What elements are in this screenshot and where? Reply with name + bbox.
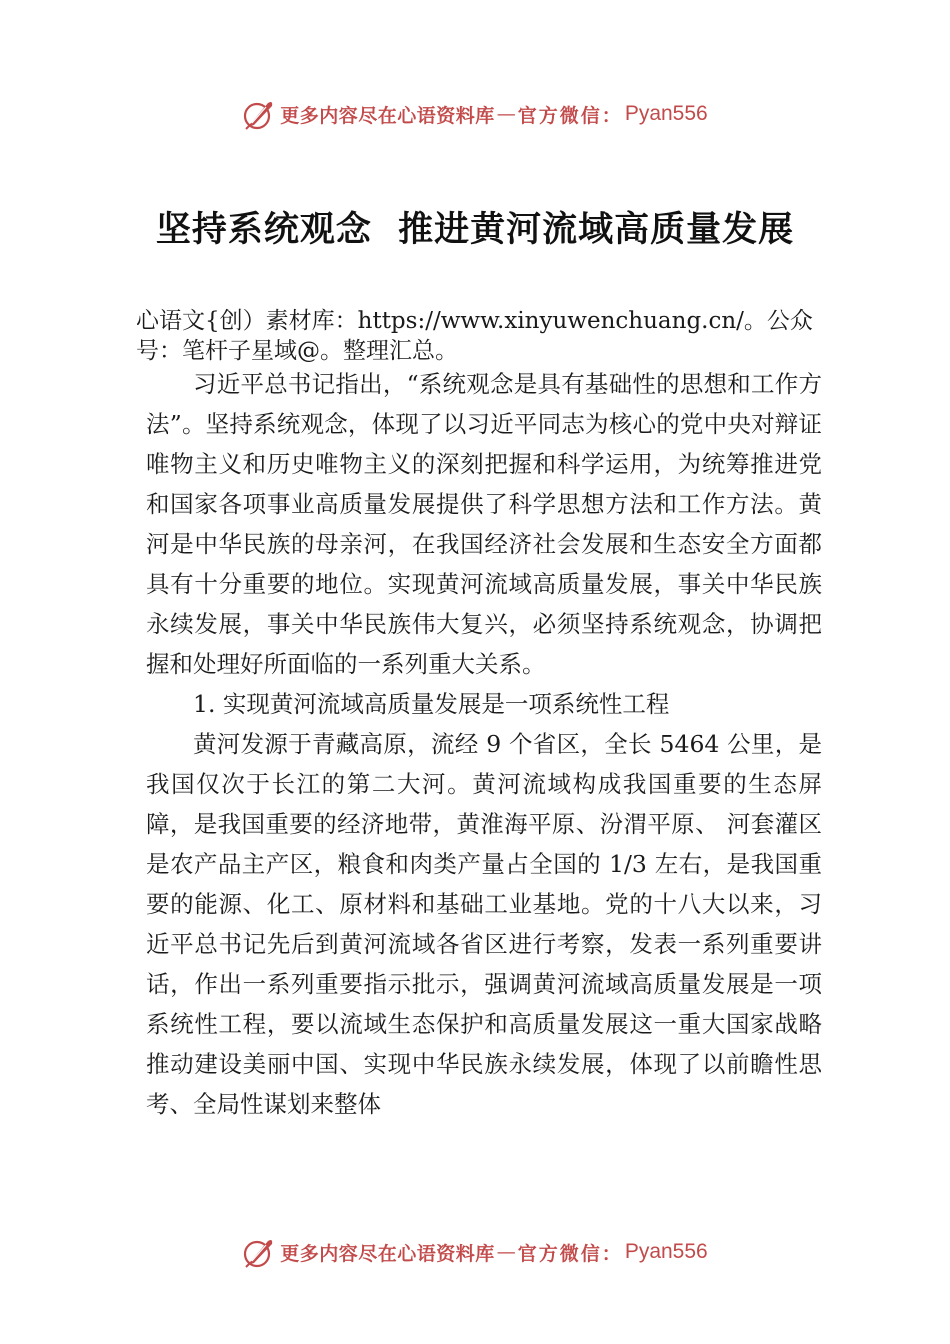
banner-text: 更多内容尽在心语资料库 [280, 104, 495, 127]
banner-text: 更多内容尽在心语资料库 [280, 1242, 495, 1265]
paragraph-intro: 习近平总书记指出，“系统观念是具有基础性的思想和工作方法”。坚持系统观念，体现了以习近平同志为核心的党中央对辩证唯物主义和历史唯物主义的深刻把握和科学运用，为统筹推进党和国家各项事业高质量发展提供了科学思想方法和工作方法。黄河是中华民族的母亲河，在我国经济社会发展和生态安全方面都具有十分重要的地位。实现黄河流域高质量发展，事关中华民族永续发展，事关中华民族伟大复兴，必须坚持系统观念，协调把握和处理好所面临的一系列重大关系。 [146, 370, 822, 678]
banner-wechat-label: 官方微信： [517, 104, 623, 127]
banner-wechat-id: Pyan556 [624, 102, 708, 125]
banner-dash: — [496, 1241, 516, 1263]
paragraph-section-1: 黄河发源于青藏高原，流经 9 个省区，全长 5464 公里，是我国仅次于长江的第二大河。黄河流域构成我国重要的生态屏障，是我国重要的经济地带，黄淮海平原、汾渭平原、 河套灌区是农产品主产区，粮食和肉类产量占全国的 1/3 左右，是我国重要的能源、化工、原材料和基础工业基地。党的十八大以来，习近平总书记先后到黄河流域各省区进行考察，发表一系列重要讲话，作出一系列重要指示批示，强调黄河流域高质量发展是一项系统性工程，要以流域生态保护和高质量发展这一重大国家战略推动建设美丽中国、实现中华民族永续发展，体现了以前瞻性思考、全局性谋划来整体 [146, 730, 822, 1118]
source-line: 心语文{创）素材库：https://www.xinyuwenchuang.cn/。公众号：笔杆子星域@。整理汇总。 [136, 308, 813, 364]
document-body [146, 364, 822, 1124]
banner-wechat-id: Pyan556 [624, 1240, 708, 1263]
quill-pen-logo-icon [242, 1235, 276, 1269]
banner-wechat-label: 官方微信： [517, 1242, 623, 1265]
header-banner [0, 94, 950, 134]
quill-pen-logo-icon [242, 97, 276, 131]
banner-dash: — [496, 103, 516, 125]
section-heading-1: 1. 实现黄河流域高质量发展是一项系统性工程 [193, 690, 670, 718]
document-title: 坚持系统观念 推进黄河流域高质量发展 [155, 209, 795, 250]
footer-banner [0, 1232, 950, 1272]
